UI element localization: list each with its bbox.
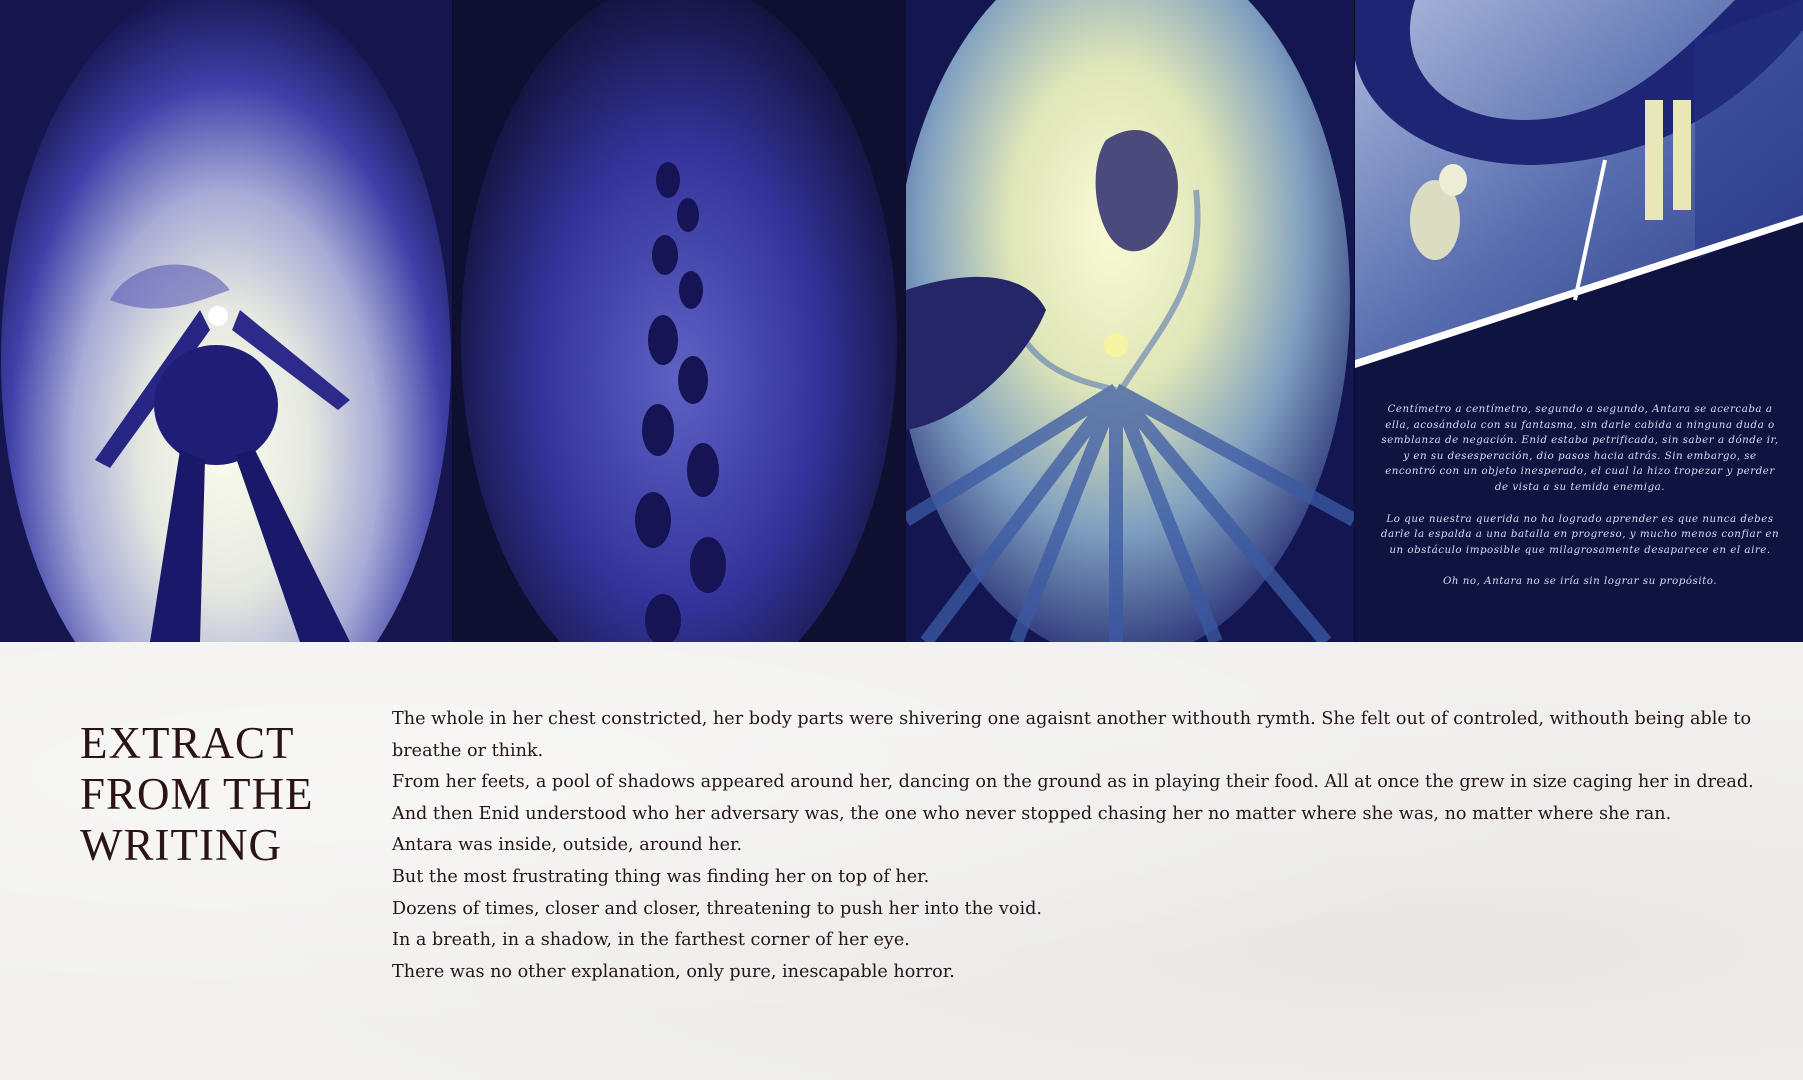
extract-line: But the most frustrating thing was finding her on top of her. <box>392 866 930 887</box>
extract-line: breathe or think. <box>392 740 544 761</box>
extract-line: And then Enid understood who her adversary was, the one who never stopped chasing her no matter where she was, no matter where she ran. <box>392 803 1672 824</box>
panel-caption-paragraph-1: Centímetro a centímetro, segundo a segundo, Antara se acercaba a ella, acosándola con su fantasma, sin darle cabida a ninguna duda o semblanza de negación. Enid estaba petrificada, sin saber a dónde ir, y en su desesperación, dio pasos hacia atrás. Sin embargo, se encontró con un objeto inesperado, el cual la hizo tropezar y perder de vista a su temida enemiga. <box>1381 403 1779 493</box>
panel-1-artwork <box>0 0 452 642</box>
extract-line: From her feets, a pool of shadows appeared around her, dancing on the ground as in playing their food. All at once the grew in size caging her in dread. <box>392 772 1754 793</box>
section-heading <box>80 718 340 871</box>
extract-line: In a breath, in a shadow, in the farthest corner of her eye. <box>392 930 910 951</box>
extract-line: There was no other explanation, only pure, inescapable horror. <box>392 961 955 982</box>
panel-3-artwork <box>906 0 1354 642</box>
extract-line: Antara was inside, outside, around her. <box>392 835 743 856</box>
heading-line-1: EXTRACT <box>80 718 295 768</box>
illustration-panel-2 <box>453 0 905 642</box>
heading-line-3: WRITING <box>80 820 282 870</box>
extract-text <box>392 704 1772 988</box>
extract-line: Dozens of times, closer and closer, threatening to push her into the void. <box>392 898 1042 919</box>
panel-caption-spanish <box>1380 402 1780 606</box>
heading-line-2: FROM THE <box>80 769 314 819</box>
illustration-panel-3 <box>906 0 1354 642</box>
extract-line: The whole in her chest constricted, her body parts were shivering one agaisnt another withouth rymth. She felt out of controled, withouth being able to <box>392 709 1752 729</box>
panel-caption-paragraph-3: Oh no, Antara no se iría sin lograr su propósito. <box>1442 575 1718 588</box>
illustration-panel-1 <box>0 0 452 642</box>
panel-2-artwork <box>453 0 905 642</box>
panel-caption-paragraph-2: Lo que nuestra querida no ha logrado aprender es que nunca debes darle la espalda a una batalla en progreso, y mucho menos confiar en un obstáculo imposible que milagrosamente desaparece en el aire. <box>1380 512 1780 556</box>
